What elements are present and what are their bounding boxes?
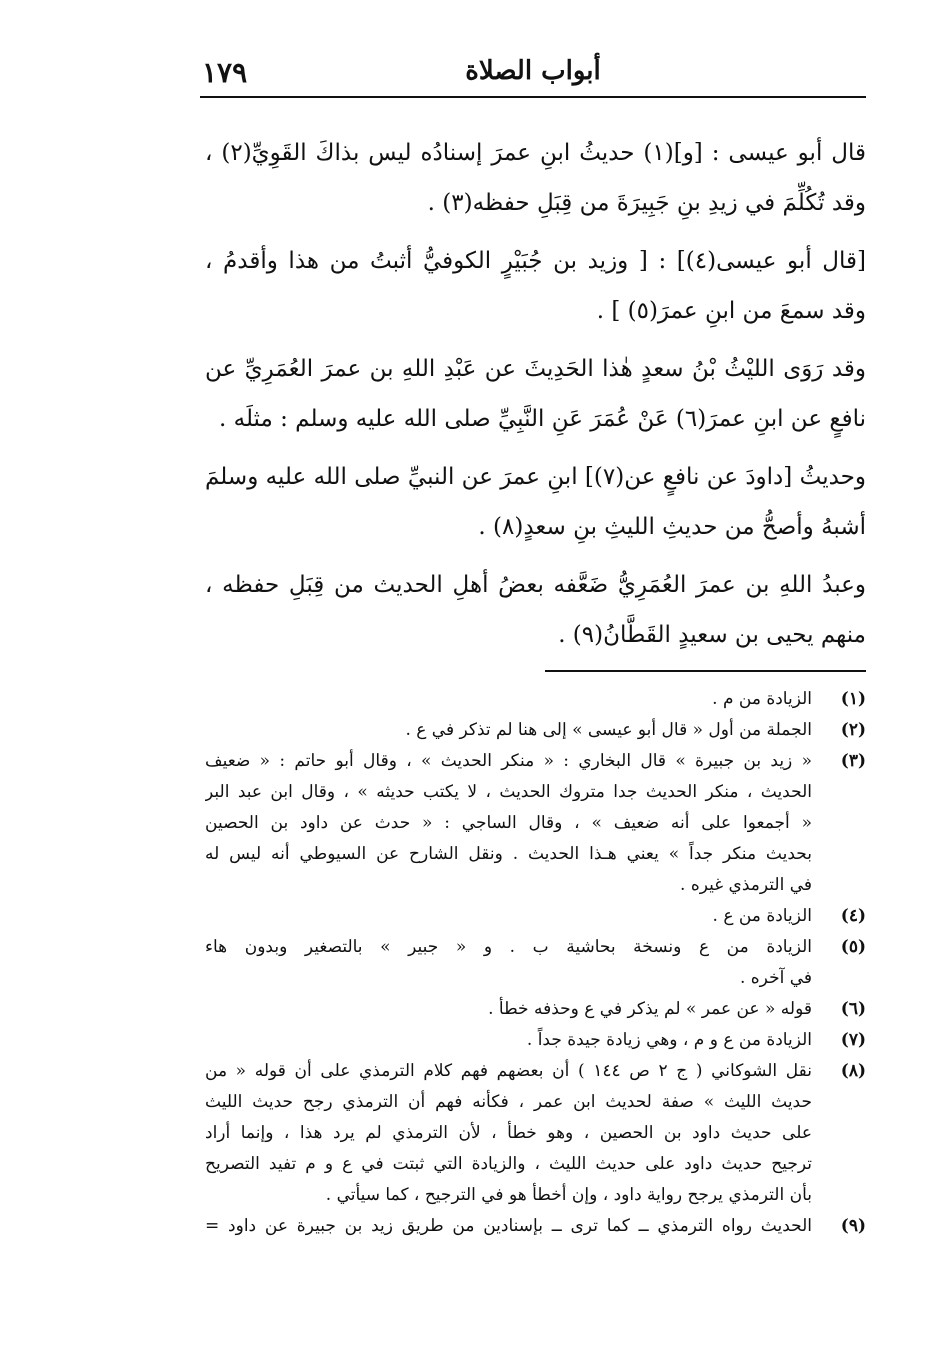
- footnote-line: في آخره .: [739, 968, 812, 988]
- footnote: [205, 1211, 866, 1242]
- footnote-text: [205, 994, 812, 1025]
- footnote-line: نقل الشوكاني ( ج ٢ ص ١٤٤ ) أن بعضهم فهم كلام الترمذي على أن قوله « من: [205, 1061, 812, 1081]
- footnote-text: [205, 1056, 812, 1211]
- footnote: [205, 684, 866, 715]
- footnote-number: (٦): [840, 999, 866, 1019]
- text-line: وقد سمعَ من ابنِ عمرَ(٥) ] .: [596, 298, 866, 324]
- footnote-line: ترجيح حديث داود على حديث الليث ، والزيادة التي ثبتت في ع و م تفيد التصريح: [205, 1154, 812, 1174]
- footnote-line: بأن الترمذي يرجح رواية داود ، وإن أخطأ هو في الترجيح ، كما سيأتي .: [325, 1185, 812, 1205]
- footnote: [205, 715, 866, 746]
- footnote-number: (٢): [840, 720, 866, 740]
- text-line: نافعٍ عن ابنِ عمرَ(٦) عَنْ عُمَرَ عَنِ النَّبِيِّ صلى الله عليه وسلم : مثلَه .: [218, 406, 866, 432]
- paragraph: [205, 236, 866, 336]
- paragraph: [205, 452, 866, 552]
- page-title: أبواب الصلاة: [465, 56, 601, 86]
- text-line: وعبدُ اللهِ بن عمرَ العُمَرِيُّ ضَعَّفه بعضُ أهلِ الحديث من قِبَلِ حفظه ،: [205, 572, 866, 598]
- footnote-line: على حديث داود بن الحصين ، وهو خطأ ، لأن الترمذي لم يرد هذا ، وإنما أراد: [205, 1123, 812, 1143]
- footnote-number: (٤): [840, 906, 866, 926]
- footnote-text: [205, 1211, 812, 1242]
- footnote-text: [205, 746, 812, 901]
- footnote-text: [205, 901, 812, 932]
- footnote-text: [205, 684, 812, 715]
- footnote: [205, 1056, 866, 1211]
- footnote-separator: [545, 670, 866, 672]
- text-line: وقد تُكُلِّمَ في زيدِ بنِ جَبِيرَةَ من قِبَلِ حفظه(٣) .: [427, 190, 866, 216]
- footnote: [205, 932, 866, 994]
- footnote-line: في الترمذي غيره .: [680, 875, 812, 895]
- footnote-number: (١): [840, 689, 866, 709]
- footnote-text: [205, 932, 812, 994]
- paragraph: [205, 560, 866, 660]
- footnote-line: « أجمعوا على أنه ضعيف » ، وقال الساجي : « حدث عن داود بن الحصين: [205, 813, 812, 833]
- footnote-text: [205, 715, 812, 746]
- footnote-line: الزيادة من م .: [712, 689, 812, 709]
- footnote-line: الجملة من أول « قال أبو عيسى » إلى هنا لم تذكر في ع .: [405, 720, 812, 740]
- footnote-line: الحديث ، منكر الحديث جدا متروك الحديث ، لا يكتب حديثه » ، وقال ابن عبد البر: [205, 782, 812, 802]
- footnote: [205, 901, 866, 932]
- page-number: ١٧٩: [202, 56, 248, 89]
- footnote-line: قوله « عن عمر » لم يذكر في ع وحذفه خطأ .: [488, 999, 812, 1019]
- main-text: [205, 128, 866, 668]
- footnote-line: الحديث رواه الترمذي ــ كما ترى ــ بإسنادين من طريق زيد بن جبيرة عن داود =: [205, 1216, 812, 1236]
- footnote-line: الزيادة من ع .: [712, 906, 812, 926]
- footnote-line: « زيد بن جبيرة » قال البخاري : « منكر الحديث » ، وقال أبو حاتم : « ضعيف: [205, 751, 812, 771]
- footnote: [205, 1025, 866, 1056]
- text-line: منهم يحيى بن سعيدٍ القَطَّانُ(٩) .: [558, 622, 866, 648]
- paragraph: [205, 344, 866, 444]
- footnote: [205, 746, 866, 901]
- page-header: [200, 52, 866, 98]
- footnote-number: (٩): [840, 1216, 866, 1236]
- footnote-number: (٧): [840, 1030, 866, 1050]
- footnote-text: [205, 1025, 812, 1056]
- footnote-number: (٣): [840, 751, 866, 771]
- text-line: قال أبو عيسى : [و](١) حديثُ ابنِ عمرَ إسنادُه ليس بذاكَ القَوِيِّ(٢) ،: [205, 140, 866, 166]
- footnote-number: (٥): [840, 937, 866, 957]
- footnote: [205, 994, 866, 1025]
- footnote-line: حديث الليث » صفة لحديث ابن عمر ، فكأنه فهم أن الترمذي رجح حديث الليث: [205, 1092, 812, 1112]
- text-line: [قال أبو عيسى(٤)] : [ وزيد بن جُبَيْرٍ الكوفيُّ أثبتُ من هذا وأقدمُ ،: [205, 248, 866, 274]
- footnote-line: الزيادة من ع و م ، وهي زيادة جيدة جداً .: [526, 1030, 812, 1050]
- footnote-line: بحديث منكر جداً » يعني هـذا الحديث . ونقل الشارح عن السيوطي أنه ليس له: [205, 844, 812, 864]
- paragraph: [205, 128, 866, 228]
- text-line: وحديثُ [داودَ عن نافعٍ عن(٧)] ابنِ عمرَ عن النبيِّ صلى الله عليه وسلمَ: [205, 464, 866, 490]
- footnotes: [205, 684, 866, 1242]
- footnote-line: الزيادة من ع ونسخة بحاشية ب . و « جبير » بالتصغير وبدون هاء: [205, 937, 812, 957]
- footnote-number: (٨): [840, 1061, 866, 1081]
- text-line: وقد رَوَى الليْثُ بْنُ سعدٍ هٰذا الحَدِيثَ عن عَبْدِ اللهِ بن عمرَ العُمَرِيِّ عن: [205, 356, 866, 382]
- text-line: أشبهُ وأصحُّ من حديثِ الليثِ بنِ سعدٍ(٨) .: [478, 514, 866, 540]
